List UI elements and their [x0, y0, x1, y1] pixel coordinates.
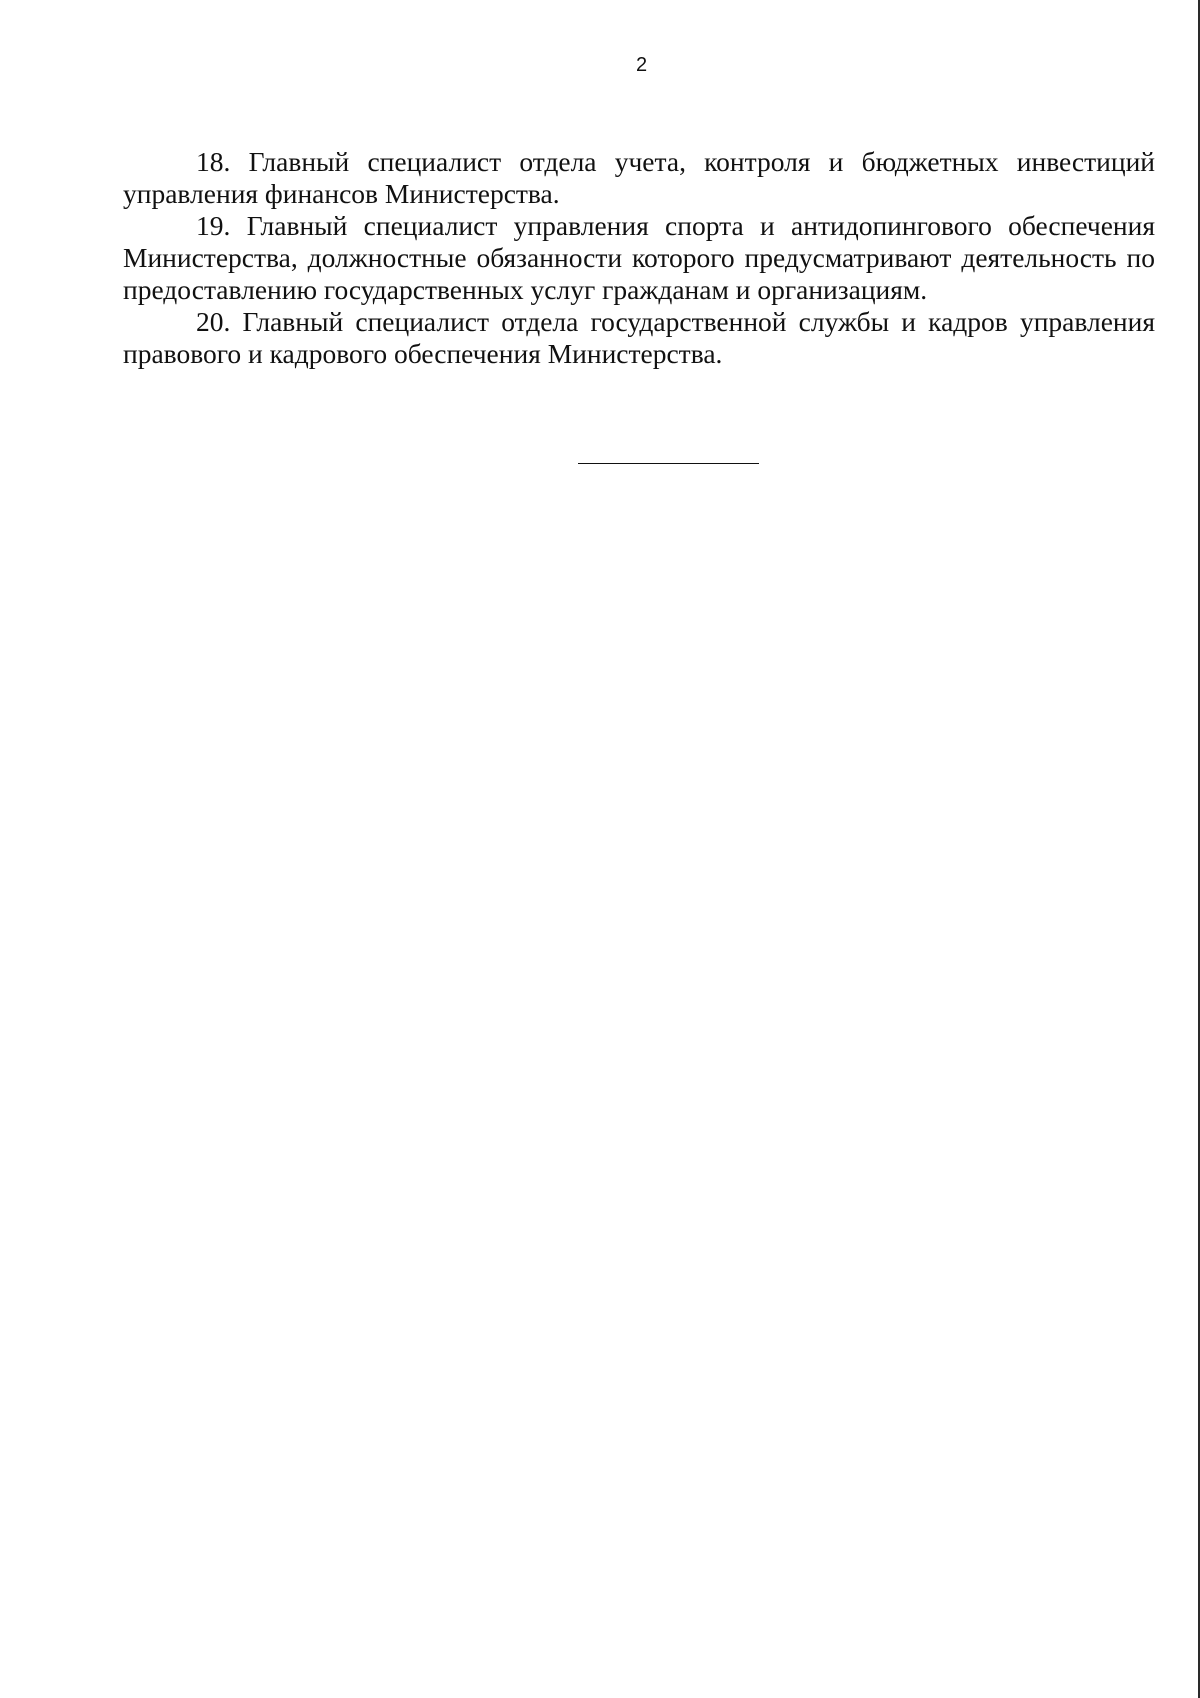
page-number: 2	[635, 54, 648, 76]
list-item-18: 18. Главный специалист отдела учета, контроля и бюджетных инвестиций управления финансов Министерства.	[123, 146, 1155, 209]
list-item-19: 19. Главный специалист управления спорта и антидопингового обеспечения Министерства, должностные обязанности которого предусматривают деятельность по предоставлению государственных услуг гражданам и организациям.	[123, 210, 1155, 305]
closing-divider	[578, 463, 759, 464]
document-body	[123, 146, 1155, 370]
list-item-20: 20. Главный специалист отдела государственной службы и кадров управления правового и кадрового обеспечения Министерства.	[123, 306, 1155, 369]
